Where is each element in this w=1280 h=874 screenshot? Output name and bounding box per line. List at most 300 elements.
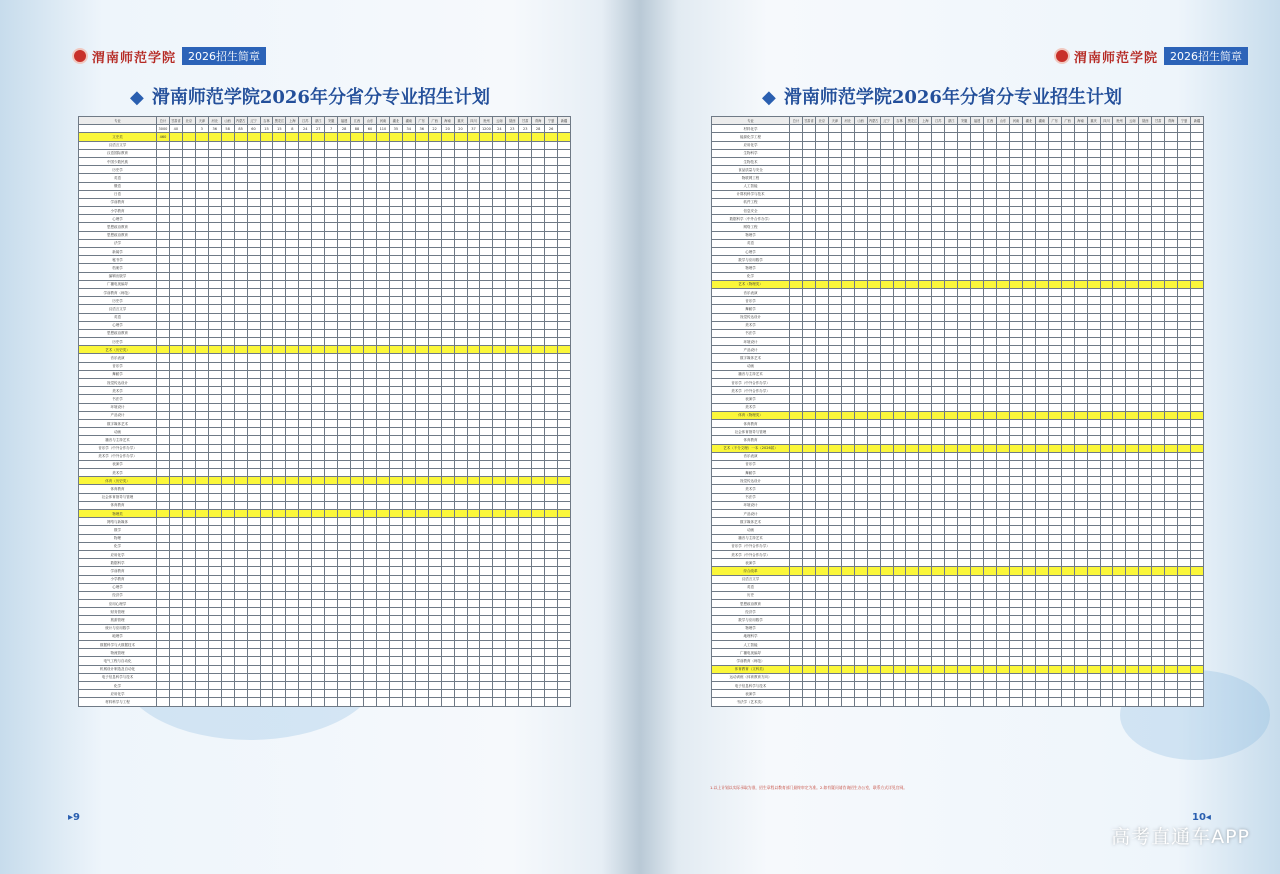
quota-cell	[1191, 338, 1204, 346]
quota-cell	[247, 428, 260, 436]
quota-cell	[1022, 329, 1035, 337]
quota-cell	[1022, 624, 1035, 632]
quota-cell	[299, 477, 312, 485]
quota-cell	[1074, 387, 1087, 395]
quota-cell	[402, 379, 415, 387]
quota-cell	[182, 133, 195, 141]
quota-cell	[919, 665, 932, 673]
quota-cell	[221, 272, 234, 280]
quota-cell	[338, 550, 351, 558]
quota-cell	[364, 681, 377, 689]
quota-cell	[519, 297, 532, 305]
quota-cell	[1035, 362, 1048, 370]
quota-cell	[841, 149, 854, 157]
quota-cell	[1048, 477, 1061, 485]
table-row	[712, 387, 1204, 395]
table-row	[712, 526, 1204, 534]
quota-cell	[893, 190, 906, 198]
quota-cell	[480, 149, 493, 157]
quota-cell	[169, 141, 182, 149]
quota-cell	[1074, 272, 1087, 280]
quota-cell	[169, 526, 182, 534]
quota-cell	[815, 223, 828, 231]
watermark: 高考直通车APP	[1111, 826, 1250, 848]
quota-cell	[506, 534, 519, 542]
quota-cell	[234, 591, 247, 599]
quota-cell	[506, 681, 519, 689]
quota-cell	[519, 248, 532, 256]
quota-cell	[506, 624, 519, 632]
quota-cell	[1165, 698, 1178, 706]
quota-cell	[454, 477, 467, 485]
quota-cell	[402, 534, 415, 542]
quota-cell	[169, 313, 182, 321]
quota-cell	[234, 403, 247, 411]
quota-cell	[815, 370, 828, 378]
quota-cell	[247, 698, 260, 706]
quota-cell	[880, 493, 893, 501]
table-row	[79, 190, 571, 198]
quota-cell	[389, 305, 402, 313]
quota-cell	[402, 559, 415, 567]
quota-cell	[932, 387, 945, 395]
quota-cell	[260, 534, 273, 542]
quota-cell	[312, 526, 325, 534]
quota-cell	[802, 362, 815, 370]
quota-cell	[971, 174, 984, 182]
quota-cell	[815, 559, 828, 567]
quota-cell	[480, 141, 493, 149]
quota-cell	[1165, 239, 1178, 247]
quota-cell	[1022, 190, 1035, 198]
quota-cell	[260, 510, 273, 518]
quota-cell	[234, 305, 247, 313]
quota-cell	[169, 518, 182, 526]
quota-cell	[428, 444, 441, 452]
major-name: 历史学	[79, 297, 157, 305]
quota-cell	[467, 518, 480, 526]
major-name: 思想政治教育	[79, 231, 157, 239]
quota-cell	[932, 501, 945, 509]
quota-cell	[1074, 526, 1087, 534]
quota-cell	[1126, 403, 1139, 411]
quota-cell	[1113, 477, 1126, 485]
quota-cell	[454, 591, 467, 599]
quota-cell	[286, 698, 299, 706]
quota-cell	[195, 559, 208, 567]
quota-cell	[1126, 346, 1139, 354]
quota-cell	[1152, 166, 1165, 174]
quota-cell	[299, 657, 312, 665]
quota-cell	[1126, 223, 1139, 231]
quota-cell	[1152, 534, 1165, 542]
quota-cell	[1165, 690, 1178, 698]
quota-cell	[338, 231, 351, 239]
quota-cell	[441, 518, 454, 526]
quota-cell	[867, 297, 880, 305]
quota-cell	[402, 272, 415, 280]
quota-cell	[971, 370, 984, 378]
quota-cell	[273, 501, 286, 509]
brochure-badge: 2026招生简章	[182, 47, 266, 65]
quota-cell	[1035, 395, 1048, 403]
quota-cell	[958, 305, 971, 313]
quota-cell	[312, 559, 325, 567]
quota-cell	[260, 493, 273, 501]
quota-cell	[828, 567, 841, 575]
quota-cell	[958, 444, 971, 452]
quota-cell	[815, 526, 828, 534]
quota-cell: 460	[157, 133, 170, 141]
quota-cell	[157, 280, 170, 288]
quota-cell	[182, 673, 195, 681]
quota-cell	[325, 411, 338, 419]
quota-cell	[1061, 501, 1074, 509]
quota-cell	[1061, 288, 1074, 296]
quota-cell	[247, 575, 260, 583]
quota-cell	[338, 673, 351, 681]
quota-cell	[441, 215, 454, 223]
quota-cell	[169, 501, 182, 509]
quota-cell	[286, 526, 299, 534]
quota-cell	[506, 583, 519, 591]
quota-cell	[247, 657, 260, 665]
quota-cell	[1165, 379, 1178, 387]
quota-cell	[415, 321, 428, 329]
quota-cell	[971, 280, 984, 288]
quota-cell	[364, 248, 377, 256]
quota-cell	[867, 256, 880, 264]
quota-cell	[1100, 649, 1113, 657]
quota-cell	[815, 215, 828, 223]
quota-cell	[841, 403, 854, 411]
quota-cell	[1061, 452, 1074, 460]
quota-cell	[558, 370, 571, 378]
quota-cell	[1074, 477, 1087, 485]
quota-cell	[208, 534, 221, 542]
quota-cell	[338, 321, 351, 329]
quota-cell	[1165, 297, 1178, 305]
column-header: 安徽	[958, 117, 971, 125]
quota-cell	[157, 297, 170, 305]
quota-cell	[208, 526, 221, 534]
quota-cell	[1139, 681, 1152, 689]
quota-cell	[221, 600, 234, 608]
quota-cell	[519, 567, 532, 575]
quota-cell	[1178, 370, 1191, 378]
quota-cell	[971, 329, 984, 337]
quota-cell	[338, 469, 351, 477]
table-row	[712, 460, 1204, 468]
major-name: 数学	[79, 526, 157, 534]
quota-cell	[299, 444, 312, 452]
quota-cell	[376, 329, 389, 337]
quota-cell	[997, 141, 1010, 149]
quota-cell	[1126, 305, 1139, 313]
quota-cell	[208, 559, 221, 567]
quota-cell	[1126, 166, 1139, 174]
quota-cell	[790, 321, 803, 329]
quota-cell	[519, 485, 532, 493]
quota-cell	[880, 469, 893, 477]
quota-cell	[997, 223, 1010, 231]
quota-cell	[880, 264, 893, 272]
quota-cell	[558, 518, 571, 526]
quota-cell	[519, 444, 532, 452]
quota-cell	[1074, 444, 1087, 452]
quota-cell	[880, 288, 893, 296]
quota-cell	[558, 616, 571, 624]
quota-cell	[790, 395, 803, 403]
quota-cell	[1113, 133, 1126, 141]
quota-cell	[364, 387, 377, 395]
quota-cell	[932, 559, 945, 567]
quota-cell	[958, 510, 971, 518]
quota-cell	[802, 550, 815, 558]
quota-cell	[221, 641, 234, 649]
quota-cell	[260, 297, 273, 305]
quota-cell	[325, 657, 338, 665]
quota-cell	[428, 600, 441, 608]
quota-cell	[169, 550, 182, 558]
quota-cell	[364, 321, 377, 329]
quota-cell	[984, 288, 997, 296]
quota-cell	[997, 133, 1010, 141]
quota-cell	[1087, 575, 1100, 583]
quota-cell	[454, 452, 467, 460]
quota-cell	[247, 354, 260, 362]
quota-cell	[351, 649, 364, 657]
quota-cell	[532, 264, 545, 272]
quota-cell	[1113, 297, 1126, 305]
quota-cell	[364, 239, 377, 247]
quota-cell	[273, 133, 286, 141]
quota-cell	[389, 665, 402, 673]
quota-cell	[1061, 657, 1074, 665]
quota-cell	[1139, 387, 1152, 395]
table-row	[712, 469, 1204, 477]
quota-cell	[1022, 452, 1035, 460]
quota-cell	[919, 444, 932, 452]
quota-cell	[286, 575, 299, 583]
quota-cell	[1009, 632, 1022, 640]
quota-cell: 3	[195, 125, 208, 133]
quota-cell	[1009, 166, 1022, 174]
quota-cell: 28	[338, 125, 351, 133]
quota-cell	[221, 215, 234, 223]
quota-cell	[984, 477, 997, 485]
quota-cell	[351, 207, 364, 215]
quota-cell	[208, 665, 221, 673]
quota-cell	[208, 616, 221, 624]
quota-cell	[376, 190, 389, 198]
quota-cell	[1022, 501, 1035, 509]
table-row	[712, 256, 1204, 264]
quota-cell	[286, 542, 299, 550]
quota-cell	[273, 215, 286, 223]
quota-cell	[157, 608, 170, 616]
quota-cell	[506, 698, 519, 706]
quota-cell	[480, 518, 493, 526]
quota-cell	[945, 256, 958, 264]
quota-cell	[364, 567, 377, 575]
quota-cell	[971, 690, 984, 698]
quota-cell	[906, 550, 919, 558]
quota-cell	[428, 690, 441, 698]
quota-cell	[893, 649, 906, 657]
quota-cell	[299, 493, 312, 501]
table-row	[712, 534, 1204, 542]
quota-cell	[208, 198, 221, 206]
quota-cell	[286, 395, 299, 403]
quota-cell	[1178, 280, 1191, 288]
quota-cell	[997, 673, 1010, 681]
quota-cell	[828, 649, 841, 657]
quota-cell	[364, 428, 377, 436]
quota-cell	[325, 174, 338, 182]
quota-cell	[454, 305, 467, 313]
quota-cell	[1074, 149, 1087, 157]
quota-cell	[1035, 550, 1048, 558]
quota-cell	[1165, 444, 1178, 452]
quota-cell	[1178, 133, 1191, 141]
quota-cell	[376, 460, 389, 468]
quota-cell	[1087, 354, 1100, 362]
quota-cell	[802, 510, 815, 518]
quota-cell	[532, 370, 545, 378]
quota-cell	[1061, 608, 1074, 616]
table-row	[79, 485, 571, 493]
quota-cell	[545, 329, 558, 337]
quota-cell	[480, 264, 493, 272]
quota-cell	[1191, 444, 1204, 452]
quota-cell	[221, 444, 234, 452]
quota-cell	[1152, 346, 1165, 354]
quota-cell	[1022, 354, 1035, 362]
quota-cell	[802, 223, 815, 231]
quota-cell	[441, 600, 454, 608]
quota-cell	[815, 387, 828, 395]
quota-cell	[1100, 501, 1113, 509]
quota-cell	[867, 370, 880, 378]
quota-cell	[1074, 305, 1087, 313]
quota-cell	[1165, 190, 1178, 198]
column-header: 福建	[971, 117, 984, 125]
quota-cell	[247, 215, 260, 223]
quota-cell	[906, 125, 919, 133]
quota-cell	[480, 526, 493, 534]
quota-cell	[945, 403, 958, 411]
quota-cell	[893, 665, 906, 673]
quota-cell	[299, 419, 312, 427]
quota-cell	[351, 583, 364, 591]
quota-cell	[454, 649, 467, 657]
quota-cell	[919, 485, 932, 493]
quota-cell	[428, 698, 441, 706]
quota-cell	[1139, 403, 1152, 411]
quota-cell	[867, 567, 880, 575]
quota-cell	[441, 591, 454, 599]
quota-cell	[854, 690, 867, 698]
quota-cell	[493, 460, 506, 468]
quota-cell	[841, 542, 854, 550]
quota-cell	[441, 174, 454, 182]
quota-cell	[545, 665, 558, 673]
quota-cell	[841, 616, 854, 624]
major-name: 播音与主持艺术	[79, 436, 157, 444]
quota-cell	[247, 157, 260, 165]
quota-cell	[880, 190, 893, 198]
quota-cell	[221, 469, 234, 477]
quota-cell	[506, 460, 519, 468]
quota-cell	[493, 510, 506, 518]
quota-cell	[1165, 264, 1178, 272]
major-name: 艺术（不分文理）一本（2026届）	[712, 444, 790, 452]
quota-cell	[299, 583, 312, 591]
quota-cell	[558, 182, 571, 190]
quota-cell	[351, 510, 364, 518]
quota-cell	[299, 305, 312, 313]
quota-cell	[506, 469, 519, 477]
quota-cell	[1035, 346, 1048, 354]
quota-cell	[790, 452, 803, 460]
quota-cell	[828, 198, 841, 206]
quota-cell	[867, 452, 880, 460]
quota-cell	[790, 567, 803, 575]
quota-cell	[157, 591, 170, 599]
quota-cell	[919, 600, 932, 608]
quota-cell	[260, 321, 273, 329]
quota-cell	[802, 157, 815, 165]
quota-cell	[532, 526, 545, 534]
quota-cell	[1126, 313, 1139, 321]
quota-cell	[1009, 501, 1022, 509]
quota-cell: 23	[519, 125, 532, 133]
quota-cell	[312, 567, 325, 575]
quota-cell	[467, 198, 480, 206]
quota-cell	[1100, 395, 1113, 403]
quota-cell	[971, 354, 984, 362]
quota-cell	[828, 329, 841, 337]
table-row	[712, 133, 1204, 141]
quota-cell	[1061, 370, 1074, 378]
quota-cell	[880, 198, 893, 206]
quota-cell	[480, 256, 493, 264]
quota-cell	[971, 362, 984, 370]
quota-cell	[351, 313, 364, 321]
quota-cell	[958, 256, 971, 264]
column-header: 专业	[79, 117, 157, 125]
quota-cell	[195, 313, 208, 321]
quota-cell	[376, 379, 389, 387]
quota-cell	[802, 567, 815, 575]
quota-cell	[221, 280, 234, 288]
quota-cell	[815, 698, 828, 706]
quota-cell	[415, 591, 428, 599]
quota-cell	[997, 583, 1010, 591]
quota-cell	[338, 493, 351, 501]
quota-cell	[906, 542, 919, 550]
quota-cell	[1074, 207, 1087, 215]
quota-cell	[828, 641, 841, 649]
quota-cell	[389, 297, 402, 305]
quota-cell	[493, 477, 506, 485]
quota-cell	[1152, 673, 1165, 681]
quota-cell	[208, 444, 221, 452]
table-row	[712, 329, 1204, 337]
quota-cell	[273, 387, 286, 395]
quota-cell	[195, 649, 208, 657]
